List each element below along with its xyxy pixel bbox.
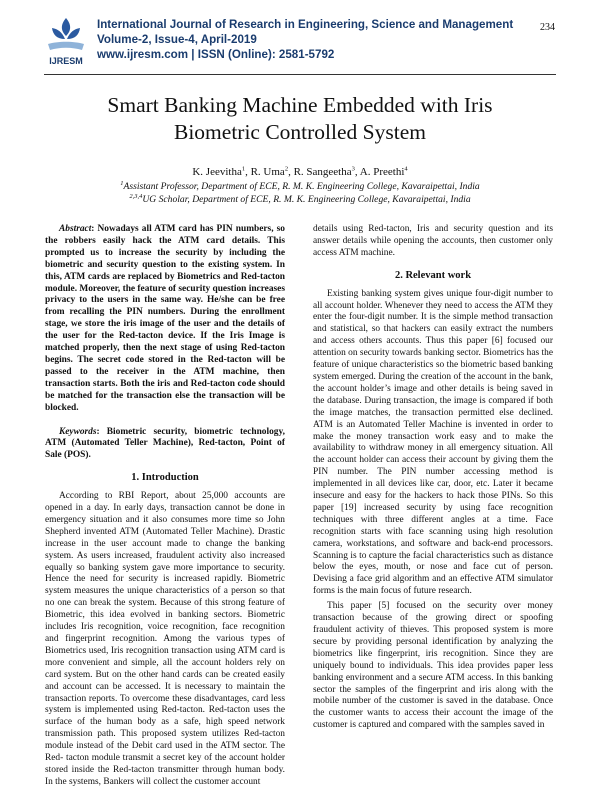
abstract <box>45 224 285 415</box>
page-number: 234 <box>540 22 555 33</box>
author-name: A. Preethi <box>359 166 405 178</box>
journal-name: International Journal of Research in Engineering, Science and Management <box>97 18 514 31</box>
affiliation-sup: 1 <box>120 179 124 187</box>
abstract-text: : Nowadays all ATM card has PIN numbers, so the robbers easily hack the ATM card details. This prompted us to increase the security by including the biometric and security question to the existing system. In this, ATM cards are replaced by Biometrics and Red-tacton module. Moreover, the feature of security question increases privacy to the users in the same way. He/she can be free from recalling the PIN numbers. During the enrollment stage, we store the iris image of the user and the details of the user for the Red-tacton device. If the Iris Image is matched properly, then the next stage of using Red-tacton begins. The secret code stored in the Red-tacton will be passed to the receiver in the ATM machine, then transaction starts. Both the iris and Red-tacton code should be matched for the transaction else the transaction will be blocked. <box>45 224 285 413</box>
author-sup: 3 <box>351 165 355 173</box>
author-sup: 4 <box>404 165 408 173</box>
left-column <box>45 224 285 789</box>
affiliation-text: Assistant Professor, Department of ECE, R. M. K. Engineering College, Kavaraipettai, India <box>123 181 480 192</box>
affiliation-text: UG Scholar, Department of ECE, R. M. K. Engineering College, Kavaraipettai, India <box>142 194 471 205</box>
abstract-label: Abstract <box>59 224 92 234</box>
keywords-label: Keywords <box>59 426 97 437</box>
right-column <box>313 224 553 732</box>
title-line-2: Biometric Controlled System <box>173 120 426 144</box>
affiliation-2 <box>40 194 560 205</box>
author-name: R. Uma <box>250 166 285 178</box>
author-list: K. Jeevitha$^1$, R. Uma$^2$, R. Sangeetha$^3$, A. Preethi$^4$ <box>192 165 408 178</box>
section-heading-relevant-work: 2. Relevant work <box>394 269 472 281</box>
keywords <box>45 427 285 463</box>
relevant-work-paragraph-2: This paper [5] focused on the security over money transaction because of the growing direct or spoofing fraudulent activity of thieves. This proposed system is more secure by providing personal identification by analyzing the biometrics like fingerprint, iris recognition. Since they are uniquely bound to individuals. This idea provides paper less banking environment and a secure ATM access. In this banking sector the samples of the fingerprint and iris along with the mobile number of the customer is saved in the database. Once the customer wants to access their account the image of the customer is captured and compared with the samples saved in <box>313 601 553 731</box>
affiliation-1 <box>40 181 560 192</box>
journal-header <box>97 17 513 62</box>
intro-paragraph: According to RBI Report, about 25,000 accounts are opened in a day. In early days, transaction cannot be done in emergency situation and it also consumes more time so John Shepherd invented ATM (Automated Teller Machine). Drastic increase in the user account made to change the banking system. As users increased, fraudulent activity also increased equally so banking system gave more importance to security. Hence the need for security is increased rapidly. Biometric system measures the unique characteristics of a person so that no one can break the system. Because of this strong feature of Biometric, this idea evolved in banking sectors. Biometric includes Iris recognition, voice recognition, face recognition and fingerprint recognition. Among the various types of Biometrics used, Iris recognition transaction using ATM card is more convenient and simple, all the account holders rely on card system. But on the other hand cards can be created easily and account can be accessed. It is necessary to maintain the transaction reports. To overcome these disadvantages, card less system is implemented using Red-tacton. Red-tacton uses the surface of the human body as a safe, high speed network transmission path. This proposed system utilizes Red-tacton module instead of the Debit card used in the ATM sector. The Red- tacton module transmit a secret key of the account holder stored inside the Red-tacton transmitter through human body. In the systems, Bankers will collect the customer account <box>45 491 285 787</box>
title-line-1: Smart Banking Machine Embedded with Iris <box>107 93 493 117</box>
author-sup: 1 <box>241 165 246 173</box>
journal-volume: Volume-2, Issue-4, April-2019 <box>97 33 257 46</box>
relevant-work-paragraph-1: Existing banking system gives unique four-digit number to all account holder. Whenever they need to access the ATM they enter the four-digit number. It is the simple method transaction and statistical, so that hackers can easily extract the numbers and access others accounts. Thus this paper [6] focused our attention on security towards banking sector. Biometrics has the feature of unique characteristics so the biometric based banking system emerged. During the creation of the account in the bank, the account holder’s image and other details is being saved in the database. During transaction, the image is compared if both the image matches, the transaction permitted else declined. ATM is an Automated Teller Machine is invented in order to make the money transaction work easy and to make the availability to withdraw money in all emergency situation. All the account holder can access their account by giving them the PIN number. The PIN number accessing method is implemented in all devices like car, door, etc. Later it became insecure and easy for the hackers to hack those PINs. So this paper [19] increased security by using face recognition techniques with three different angles at a time. Face recognition starts with face scanning using high resolution camera, workstations, and software and back-end processors. Scanning is to capture the facial characteristics such as distance below the eyes, mouth, or nose and face cut of person. Devising a face grid algorithm and an effective ATM simulator forms is the main focus of future research. <box>313 288 553 597</box>
keywords-text: : Biometric security, biometric technology, ATM (Automated Teller Machine), Red-tacton, Point of Sale (POS). <box>45 426 285 461</box>
author-name: R. Sangeetha <box>293 166 352 178</box>
section-heading-introduction: 1. Introduction <box>131 472 199 484</box>
paper-title <box>40 92 560 146</box>
affiliation-sup: 2,3,4 <box>129 192 143 200</box>
author-name: K. Jeevitha <box>192 166 242 178</box>
header-rule <box>44 74 556 75</box>
author-sup: 2 <box>284 165 289 173</box>
continued-paragraph: details using Red-tacton, Iris and security question and its answer details while opening the accounts, then customer only access ATM machine. <box>313 224 553 258</box>
journal-web-issn: www.ijresm.com | ISSN (Online): 2581-5792 <box>97 48 335 61</box>
logo-text: IJRESM <box>49 56 83 66</box>
